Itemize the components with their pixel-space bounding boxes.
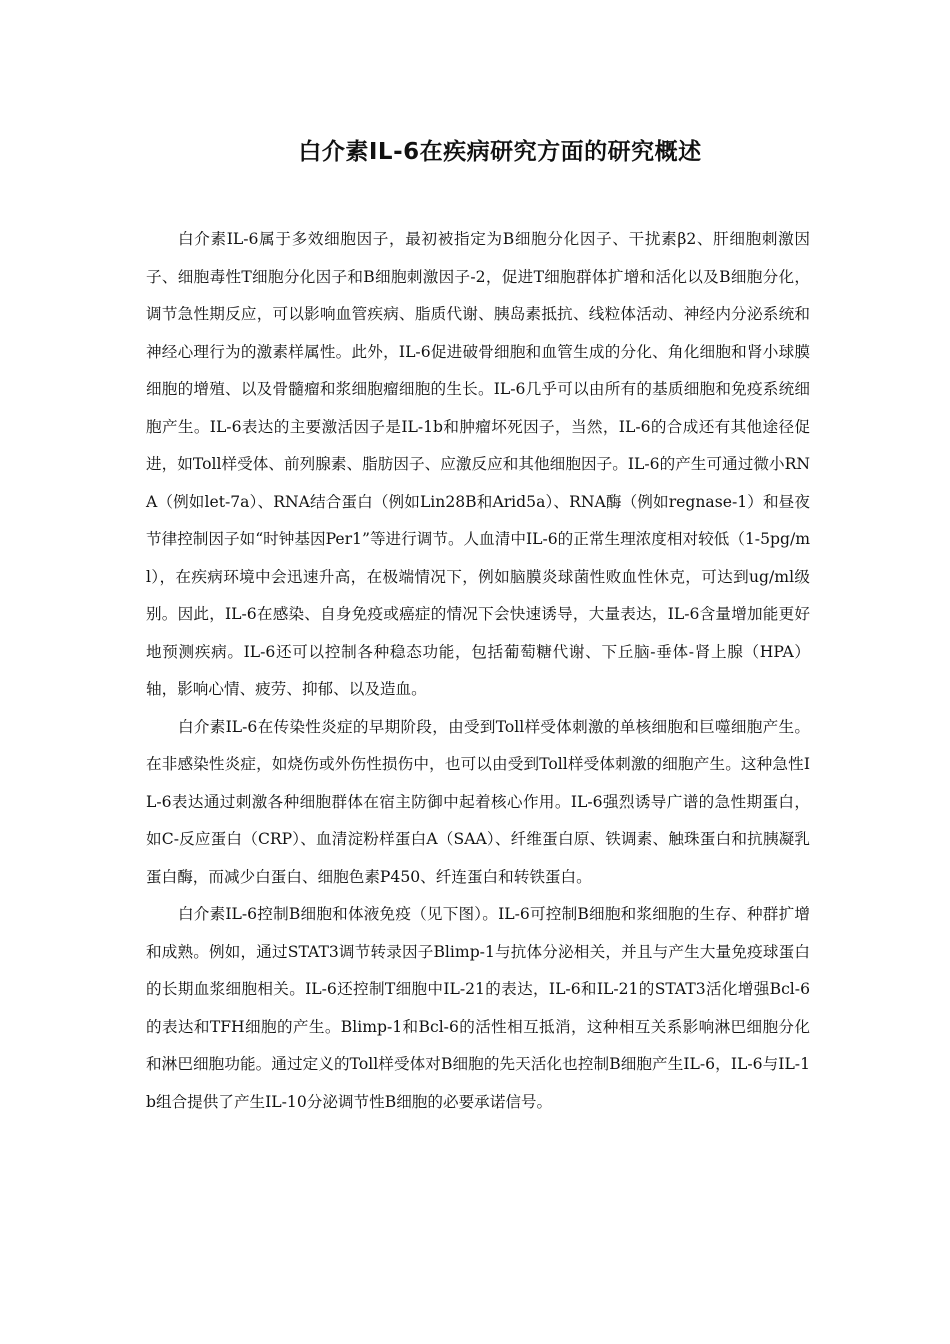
paragraph-3: 白介素IL-6控制B细胞和体液免疫（见下图）。IL-6可控制B细胞和浆细胞的生存、种群扩增和成熟。例如，通过STAT3调节转录因子Blimp-1与抗体分泌相关，并且与产生大量免疫球蛋白的长期血浆细胞相关。IL-6还控制T细胞中IL-21的表达，IL-6和IL-21的STAT3活化增强Bcl-6的表达和TFH细胞的产生。Blimp-1和Bcl-6的活性相互抵消，这种相互关系影响淋巴细胞分化和淋巴细胞功能。通过定义的Toll样受体对B细胞的先天活化也控制B细胞产生IL-6，IL-6与IL-1b组合提供了产生IL-10分泌调节性B细胞的必要承诺信号。 bbox=[146, 905, 810, 1111]
document-body bbox=[146, 221, 810, 1121]
paragraph-1: 白介素IL-6属于多效细胞因子，最初被指定为B细胞分化因子、干扰素β2、肝细胞刺激因子、细胞毒性T细胞分化因子和B细胞刺激因子-2，促进T细胞群体扩增和活化以及B细胞分化，调节急性期反应，可以影响血管疾病、脂质代谢、胰岛素抵抗、线粒体活动、神经内分泌系统和神经心理行为的激素样属性。此外，IL-6促进破骨细胞和血管生成的分化、角化细胞和肾小球膜细胞的增殖、以及骨髓瘤和浆细胞瘤细胞的生长。IL-6几乎可以由所有的基质细胞和免疫系统细胞产生。IL-6表达的主要激活因子是IL-1b和肿瘤坏死因子，当然，IL-6的合成还有其他途径促进，如Toll样受体、前列腺素、脂肪因子、应激反应和其他细胞因子。IL-6的产生可通过微小RNA（例如let-7a）、RNA结合蛋白（例如Lin28B和Arid5a）、RNA酶（例如regnase-1）和昼夜节律控制因子如“时钟基因Per1”等进行调节。人血清中IL-6的正常生理浓度相对较低（1-5pg/ml），在疾病环境中会迅速升高，在极端情况下，例如脑膜炎球菌性败血性休克，可达到ug/ml级别。因此，IL-6在感染、自身免疫或癌症的情况下会快速诱导，大量表达，IL-6含量增加能更好地预测疾病。IL-6还可以控制各种稳态功能，包括葡萄糖代谢、下丘脑-垂体-肾上腺（HPA）轴，影响心情、疲劳、抑郁、以及造血。 bbox=[146, 230, 810, 698]
paragraph-2: 白介素IL-6在传染性炎症的早期阶段，由受到Toll样受体刺激的单核细胞和巨噬细胞产生。在非感染性炎症，如烧伤或外伤性损伤中，也可以由受到Toll样受体刺激的细胞产生。这种急性IL-6表达通过刺激各种细胞群体在宿主防御中起着核心作用。IL-6强烈诱导广谱的急性期蛋白，如C-反应蛋白（CRP）、血清淀粉样蛋白A（SAA）、纤维蛋白原、铁调素、触珠蛋白和抗胰凝乳蛋白酶，而减少白蛋白、细胞色素P450、纤连蛋白和转铁蛋白。 bbox=[146, 717, 810, 886]
document-title: 白介素IL-6在疾病研究方面的研究概述 bbox=[298, 139, 702, 165]
